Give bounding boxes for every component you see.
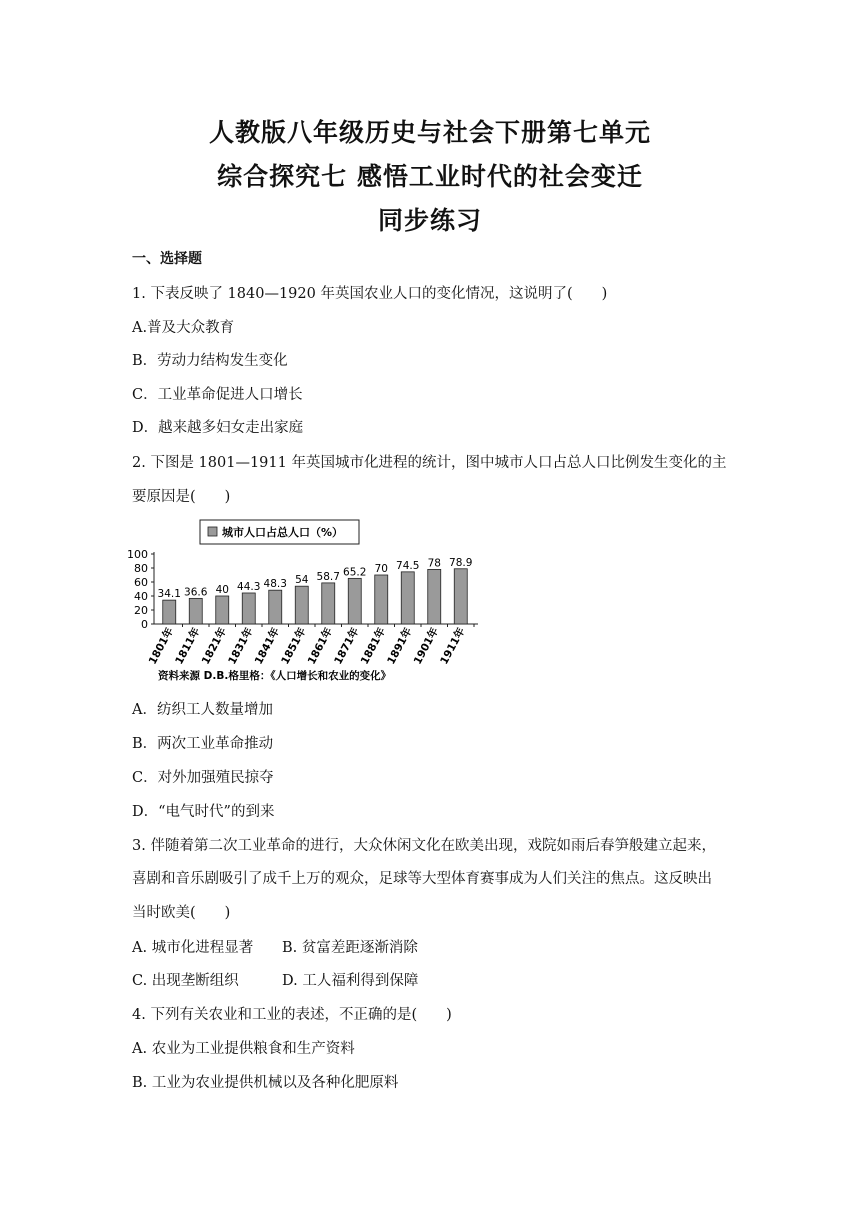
y-tick-label: 40: [134, 590, 148, 603]
bar-value-label: 78: [427, 557, 441, 570]
q4-option-a: A. 农业为工业提供粮食和生产资料: [132, 1041, 355, 1057]
bar: [163, 600, 176, 624]
category-label: 1851年: [279, 625, 309, 667]
q4-stem: 4. 下列有关农业和工业的表述，不正确的是( ): [132, 1007, 452, 1023]
doc-title-line3: 同步练习: [377, 206, 482, 235]
q1-stem: 1. 下表反映了 1840—1920 年英国农业人口的变化情况，这说明了( ): [132, 286, 608, 302]
bar-value-label: 34.1: [157, 588, 181, 601]
bar-value-label: 36.6: [184, 586, 208, 599]
bar: [454, 569, 467, 624]
category-label: 1911年: [438, 625, 468, 667]
bar: [242, 593, 255, 624]
bar: [401, 572, 414, 624]
q3-option-a: A. 城市化进程显著: [132, 940, 254, 956]
q3-stem-line1: 3. 伴随着第二次工业革命的进行，大众休闲文化在欧美出现，戏院如雨后春笋般建立起来，: [132, 838, 716, 854]
bar: [322, 583, 335, 624]
q1-option-b: B．劳动力结构发生变化: [132, 353, 288, 369]
q1-option-d: D．越来越多妇女走出家庭: [132, 420, 304, 436]
q3-option-d: D. 工人福利得到保障: [282, 973, 419, 989]
bar: [375, 575, 388, 624]
q1-option-c: C．工业革命促进人口增长: [132, 387, 303, 403]
category-label: 1811年: [173, 625, 203, 667]
bar: [189, 598, 202, 624]
category-label: 1821年: [199, 625, 229, 667]
bar: [216, 596, 229, 624]
bar-value-label: 40: [215, 584, 229, 596]
q2-stem-line2: 要原因是( ): [132, 489, 231, 505]
chart-source: 资料来源 D.B.格里格：《人口增长和农业的变化》: [158, 670, 392, 682]
q3-stem-line3: 当时欧美( ): [132, 905, 231, 921]
q1-option-a: A.普及大众教育: [132, 320, 235, 336]
category-label: 1841年: [252, 625, 282, 667]
bar-value-label: 48.3: [263, 578, 287, 591]
category-label: 1891年: [385, 625, 415, 667]
bar-value-label: 58.7: [316, 570, 340, 583]
y-tick-label: 60: [134, 576, 148, 589]
q2-stem-line1: 2. 下图是 1801—1911 年英国城市化进程的统计，图中城市人口占总人口比例发生变化的主: [132, 455, 727, 471]
bar-value-label: 78.9: [449, 556, 473, 569]
bar-value-label: 65.2: [343, 566, 367, 579]
y-tick-label: 80: [134, 562, 148, 575]
q3-stem-line2: 喜剧和音乐剧吸引了成千上万的观众，足球等大型体育赛事成为人们关注的焦点。这反映出: [132, 871, 712, 887]
q2-option-d: D．“电气时代”的到来: [132, 804, 275, 820]
y-tick-label: 100: [127, 548, 148, 561]
bar-value-label: 54: [295, 574, 309, 587]
section-heading: 一、选择题: [132, 251, 202, 267]
y-tick-label: 0: [141, 618, 148, 631]
doc-title-line2: 综合探究七 感悟工业时代的社会变迁: [217, 162, 643, 191]
bar: [295, 586, 308, 624]
q3-option-c: C. 出现垄断组织: [132, 973, 239, 989]
bar: [428, 569, 441, 624]
category-label: 1881年: [358, 625, 388, 667]
bar: [269, 590, 282, 624]
bar: [348, 578, 361, 624]
q3-options-row1: [132, 936, 418, 957]
q3-options-row2: [132, 969, 418, 990]
doc-title-line1: 人教版八年级历史与社会下册第七单元: [208, 118, 651, 147]
category-label: 1901年: [411, 625, 441, 667]
q2-option-b: B．两次工业革命推动: [132, 736, 274, 752]
legend-label: 城市人口占总人口（%）: [222, 526, 344, 539]
chart-legend: [200, 520, 359, 544]
q2-option-c: C．对外加强殖民掠夺: [132, 770, 274, 786]
q4-option-b: B. 工业为农业提供机械以及各种化肥原料: [132, 1075, 399, 1091]
y-tick-label: 20: [134, 604, 148, 617]
category-label: 1831年: [226, 625, 256, 667]
urbanization-bar-chart: [122, 512, 502, 687]
category-label: 1861年: [305, 625, 335, 667]
legend-swatch: [208, 527, 217, 536]
category-label: 1801年: [146, 625, 176, 667]
category-label: 1871年: [332, 625, 362, 667]
q3-option-b: B. 贫富差距逐渐消除: [282, 940, 418, 956]
q2-option-a: A．纺织工人数量增加: [132, 702, 273, 718]
bar-value-label: 70: [374, 563, 388, 575]
bar-value-label: 44.3: [237, 580, 261, 593]
bar-value-label: 74.5: [396, 559, 420, 572]
